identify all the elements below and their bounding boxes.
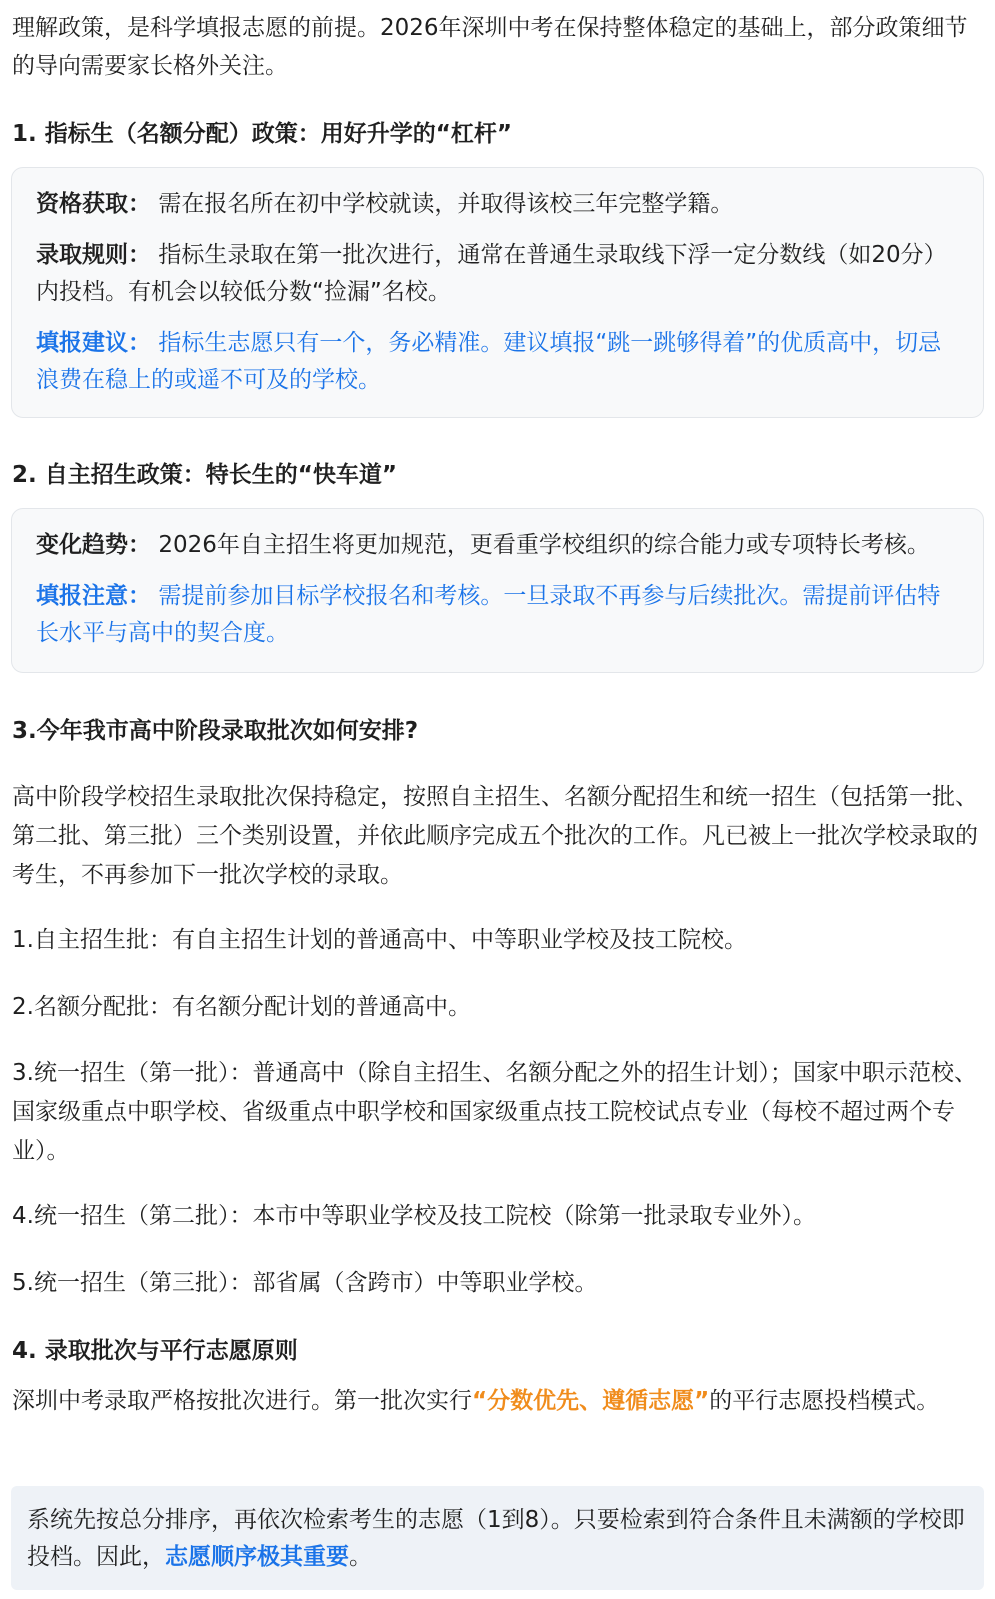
section2-card (11, 508, 984, 673)
section1-item-qualification (36, 186, 959, 223)
intro-paragraph: 理解政策，是科学填报志愿的前提。2026年深圳中考在保持整体稳定的基础上，部分政策细节的导向需要家长格外关注。 (12, 15, 968, 79)
section2-item-trend (36, 527, 959, 564)
section1-heading: 1. 指标生（名额分配）政策：用好升学的“杠杆” (12, 121, 512, 147)
note-text: 系统先按总分排序，再依次检索考生的志愿（1到8）。只要检索到符合条件且未满额的学校即投档。因此， (27, 1507, 965, 1570)
section4-heading: 4. 录取批次与平行志愿原则 (12, 1338, 298, 1364)
section3-paragraph: 高中阶段学校招生录取批次保持稳定，按照自主招生、名额分配招生和统一招生（包括第一批、第二批、第三批）三个类别设置，并依此顺序完成五个批次的工作。凡已被上一批次学校录取的考生，不再参加下一批次学校的录取。 (12, 784, 978, 888)
batch-list-item-5: 5.统一招生（第三批）：部省属（含跨市）中等职业学校。 (12, 1270, 598, 1296)
section3-heading: 3.今年我市高中阶段录取批次如何安排? (12, 718, 419, 744)
item-text: 需在报名所在初中学校就读，并取得该校三年完整学籍。 (158, 191, 734, 217)
para-text: 的平行志愿投档模式。 (709, 1388, 940, 1414)
batch-list-item-2: 2.名额分配批：有名额分配计划的普通高中。 (12, 994, 471, 1020)
item-text: 2026年自主招生将更加规范，更看重学校组织的综合能力或专项特长考核。 (158, 532, 930, 558)
item-text: 需提前参加目标学校报名和考核。一旦录取不再参与后续批次。需提前评估特长水平与高中的契合度。 (36, 583, 941, 646)
section1-card (11, 167, 984, 418)
callout-note (11, 1486, 984, 1590)
batch-list-item-1: 1.自主招生批：有自主招生计划的普通高中、中等职业学校及技工院校。 (12, 927, 747, 953)
section2-heading: 2. 自主招生政策：特长生的“快车道” (12, 462, 397, 488)
highlight-text: “分数优先、遵循志愿” (472, 1388, 710, 1414)
item-label: 填报建议： (36, 330, 151, 356)
section1-item-advice (36, 325, 959, 399)
section1-item-rules (36, 237, 959, 311)
item-label: 录取规则： (36, 242, 151, 268)
emphasis-text: 志愿顺序极其重要 (165, 1544, 349, 1570)
para-text: 深圳中考录取严格按批次进行。第一批次实行 (12, 1388, 472, 1414)
item-text: 指标生志愿只有一个，务必精准。建议填报“跳一跳够得着”的优质高中，切忌浪费在稳上的或遥不可及的学校。 (36, 330, 942, 393)
batch-list-item-3: 3.统一招生（第一批）：普通高中（除自主招生、名额分配之外的招生计划）；国家中职示范校、国家级重点中职学校、省级重点中职学校和国家级重点技工院校试点专业（每校不超过两个专业）。 (12, 1060, 977, 1164)
item-label: 填报注意： (36, 583, 151, 609)
batch-list-item-4: 4.统一招生（第二批）：本市中等职业学校及技工院校（除第一批录取专业外）。 (12, 1203, 816, 1229)
section4-paragraph (12, 1382, 987, 1421)
note-text: 。 (349, 1544, 372, 1570)
section2-item-notice (36, 578, 959, 652)
item-text: 指标生录取在第一批次进行，通常在普通生录取线下浮一定分数线（如20分）内投档。有机会以较低分数“捡漏”名校。 (36, 242, 947, 305)
item-label: 资格获取： (36, 191, 151, 217)
item-label: 变化趋势： (36, 532, 151, 558)
